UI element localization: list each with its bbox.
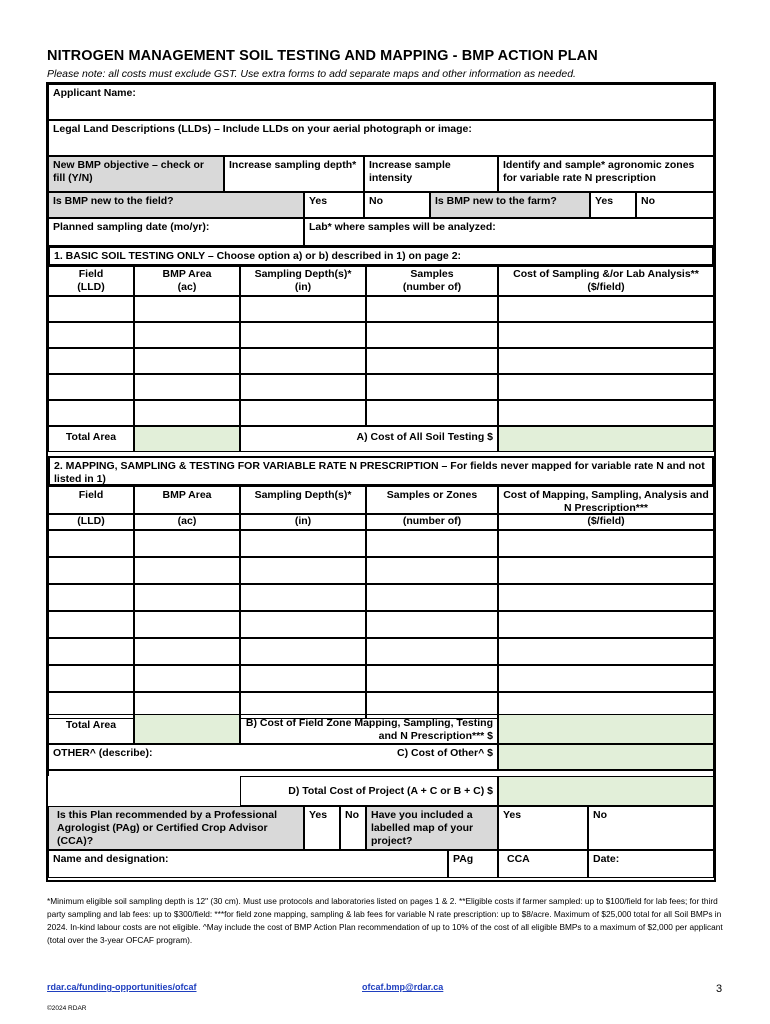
s2-table-cell[interactable]	[134, 530, 240, 557]
s1-table-cell[interactable]	[366, 322, 498, 348]
s1-col-samples	[366, 266, 498, 296]
s1-table-cell[interactable]	[134, 400, 240, 426]
s2-unit-depth: (in)	[240, 514, 366, 530]
s1-table-cell[interactable]	[240, 296, 366, 322]
s1-table-cell[interactable]	[240, 348, 366, 374]
s1-col-samples-unit: (number of)	[402, 281, 462, 293]
s2-col-field-name: Field	[78, 489, 104, 501]
s1-table-cell[interactable]	[48, 348, 134, 374]
s1-col-depth	[240, 266, 366, 296]
s2-table-cell[interactable]	[240, 665, 366, 692]
recommend-yes[interactable]: Yes	[304, 806, 340, 850]
s2-table-cell[interactable]	[366, 665, 498, 692]
other-cost-label: C) Cost of Other^ $	[240, 744, 498, 770]
s2-col-depth	[240, 486, 366, 514]
pag-option[interactable]: PAg	[448, 850, 498, 878]
other-cost-field[interactable]	[498, 744, 714, 770]
total-cost-label: D) Total Cost of Project (A + C or B + C) $	[240, 776, 498, 806]
s2-col-field	[48, 486, 134, 514]
s1-table-cell[interactable]	[48, 296, 134, 322]
s2-total-cost-label: B) Cost of Field Zone Mapping, Sampling, Testing and N Prescription*** $	[240, 714, 498, 744]
s1-table-cell[interactable]	[498, 322, 714, 348]
s1-total-cost-label: A) Cost of All Soil Testing $	[240, 426, 498, 452]
s2-table-cell[interactable]	[366, 638, 498, 665]
s2-table-cell[interactable]	[134, 557, 240, 584]
s2-table-cell[interactable]	[48, 584, 134, 611]
recommend-question: Is this Plan recommended by a Professional Agrologist (PAg) or Certified Crop Advisor (CCA)?	[48, 806, 304, 850]
s2-table-cell[interactable]	[498, 638, 714, 665]
other-describe-field[interactable]: OTHER^ (describe):	[48, 744, 498, 770]
s2-table-cell[interactable]	[48, 611, 134, 638]
s1-col-area	[134, 266, 240, 296]
bmp-new-field-yes[interactable]: Yes	[304, 192, 364, 218]
s1-total-cost-field[interactable]	[498, 426, 714, 452]
s2-col-samples-name: Samples or Zones	[386, 489, 478, 501]
s2-table-cell[interactable]	[498, 530, 714, 557]
s2-unit-area: (ac)	[134, 514, 240, 530]
lld-label: Legal Land Descriptions (LLDs) – Include LLDs on your aerial photograph or image:	[53, 123, 472, 135]
s2-table-cell[interactable]	[134, 611, 240, 638]
document-title: NITROGEN MANAGEMENT SOIL TESTING AND MAPPING - BMP ACTION PLAN	[47, 48, 598, 64]
increase-intensity-option[interactable]: Increase sample intensity	[364, 156, 498, 192]
s1-table-cell[interactable]	[366, 348, 498, 374]
s2-table-cell[interactable]	[48, 557, 134, 584]
bmp-new-field-label: Is BMP new to the field?	[48, 192, 304, 218]
s1-col-cost-name: Cost of Sampling &/or Lab Analysis**	[513, 268, 699, 280]
s2-table-cell[interactable]	[240, 638, 366, 665]
page-number: 3	[716, 983, 723, 995]
recommend-no[interactable]: No	[340, 806, 366, 850]
increase-depth-option[interactable]: Increase sampling depth*	[224, 156, 364, 192]
s2-col-area	[134, 486, 240, 514]
cca-option[interactable]: CCA	[498, 850, 588, 878]
applicant-name-label: Applicant Name:	[53, 87, 136, 99]
s1-table-cell[interactable]	[498, 374, 714, 400]
s1-table-cell[interactable]	[48, 374, 134, 400]
s2-table-cell[interactable]	[366, 530, 498, 557]
s1-table-cell[interactable]	[134, 296, 240, 322]
s1-table-cell[interactable]	[134, 374, 240, 400]
s2-table-cell[interactable]	[134, 584, 240, 611]
bmp-new-farm-no[interactable]: No	[636, 192, 714, 218]
total-cost-field[interactable]	[498, 776, 714, 806]
s1-table-cell[interactable]	[240, 400, 366, 426]
name-designation-field[interactable]: Name and designation:	[48, 850, 448, 878]
s2-unit-field: (LLD)	[48, 514, 134, 530]
s2-table-cell[interactable]	[498, 557, 714, 584]
s2-table-cell[interactable]	[240, 584, 366, 611]
s1-col-samples-name: Samples	[410, 268, 454, 280]
s2-table-cell[interactable]	[48, 665, 134, 692]
s2-unit-cost: ($/field)	[498, 514, 714, 530]
s2-table-cell[interactable]	[48, 638, 134, 665]
email-link[interactable]: ofcaf.bmp@rdar.ca	[362, 982, 444, 992]
s2-col-cost-name: Cost of Mapping, Sampling, Analysis and N Prescription***	[503, 489, 709, 514]
s2-table-cell[interactable]	[498, 584, 714, 611]
s2-col-samples	[366, 486, 498, 514]
date-field[interactable]: Date:	[588, 850, 714, 878]
s1-table-cell[interactable]	[48, 400, 134, 426]
planned-date-field[interactable]: Planned sampling date (mo/yr):	[48, 218, 304, 246]
s2-table-cell[interactable]	[134, 638, 240, 665]
s2-table-cell[interactable]	[48, 530, 134, 557]
s2-total-area-label: Total Area	[48, 714, 134, 744]
map-yes[interactable]: Yes	[498, 806, 588, 850]
lld-field[interactable]	[48, 120, 714, 156]
s1-table-cell[interactable]	[366, 374, 498, 400]
s1-col-cost	[498, 266, 714, 296]
s2-unit-samples: (number of)	[366, 514, 498, 530]
s1-table-cell[interactable]	[240, 374, 366, 400]
new-bmp-label: New BMP objective – check or fill (Y/N)	[48, 156, 224, 192]
s1-col-depth-unit: (in)	[294, 281, 312, 293]
s1-total-area-label: Total Area	[48, 426, 134, 452]
s1-table-cell[interactable]	[366, 400, 498, 426]
s1-table-cell[interactable]	[366, 296, 498, 322]
s1-col-field-unit: (LLD)	[77, 281, 105, 293]
s2-table-cell[interactable]	[366, 611, 498, 638]
bmp-new-farm-label: Is BMP new to the farm?	[430, 192, 590, 218]
s1-table-cell[interactable]	[134, 322, 240, 348]
applicant-name-field[interactable]	[48, 84, 714, 120]
map-question: Have you included a labelled map of your project?	[366, 806, 498, 850]
s2-total-cost-field[interactable]	[498, 714, 714, 744]
lab-field[interactable]: Lab* where samples will be analyzed:	[304, 218, 714, 246]
s1-col-field	[48, 266, 134, 296]
s1-table-cell[interactable]	[498, 348, 714, 374]
s2-col-area-name: BMP Area	[162, 489, 212, 501]
s1-table-cell[interactable]	[134, 348, 240, 374]
s2-col-cost	[498, 486, 714, 514]
s2-table-cell[interactable]	[240, 557, 366, 584]
document-note: Please note: all costs must exclude GST. Use extra forms to add separate maps and other information as needed.	[47, 68, 576, 80]
identify-zones-option[interactable]: Identify and sample* agronomic zones for variable rate N prescription	[498, 156, 714, 192]
funding-link[interactable]: rdar.ca/funding-opportunities/ofcaf	[47, 982, 197, 992]
copyright: ©2024 RDAR	[47, 1005, 87, 1012]
map-no[interactable]: No	[588, 806, 714, 850]
s1-col-depth-name: Sampling Depth(s)*	[254, 268, 352, 280]
s2-table-cell[interactable]	[366, 557, 498, 584]
s1-table-cell[interactable]	[498, 296, 714, 322]
bmp-new-field-no[interactable]: No	[364, 192, 430, 218]
s1-col-area-name: BMP Area	[162, 268, 212, 280]
s1-total-area-field[interactable]	[134, 426, 240, 452]
s1-col-cost-unit: ($/field)	[587, 281, 625, 293]
s2-total-area-field[interactable]	[134, 714, 240, 744]
bmp-new-farm-yes[interactable]: Yes	[590, 192, 636, 218]
s2-table-cell[interactable]	[498, 665, 714, 692]
s2-table-cell[interactable]	[366, 584, 498, 611]
s1-table-cell[interactable]	[498, 400, 714, 426]
section1-heading: 1. BASIC SOIL TESTING ONLY – Choose option a) or b) described in 1) on page 2:	[48, 246, 714, 266]
section2-heading: 2. MAPPING, SAMPLING & TESTING FOR VARIABLE RATE N PRESCRIPTION – For fields never mapped for variable rate N and not listed in 1)	[48, 456, 714, 486]
s2-col-depth-name: Sampling Depth(s)*	[254, 489, 352, 501]
s1-col-field-name: Field	[78, 268, 104, 280]
s1-table-cell[interactable]	[48, 322, 134, 348]
s2-table-cell[interactable]	[240, 530, 366, 557]
s1-col-area-unit: (ac)	[177, 281, 197, 293]
s2-table-cell[interactable]	[240, 611, 366, 638]
footnote: *Minimum eligible soil sampling depth is 12" (30 cm). Must use protocols and laboratories listed on pages 1 & 2. **Eligible costs if farmer sampled: up to $100/field for lab fees; for third party sampling and lab fees: up to $300/field: ***for field zone mapping, sampling & lab fees for variable N rate prescription: up to $8/acre. Maximum of $25,000 total for all Soil BMPs in 2024. In-kind labour costs are not eligible. ^May include the cost of BMP Action Plan recommendation of up to 10% of the cost of all eligible BMPs to a maximum of $2,000 per applicant (total over the 3-year OFCAF program).	[47, 896, 723, 945]
s2-table-cell[interactable]	[134, 665, 240, 692]
s1-table-cell[interactable]	[240, 322, 366, 348]
s2-table-cell[interactable]	[498, 611, 714, 638]
